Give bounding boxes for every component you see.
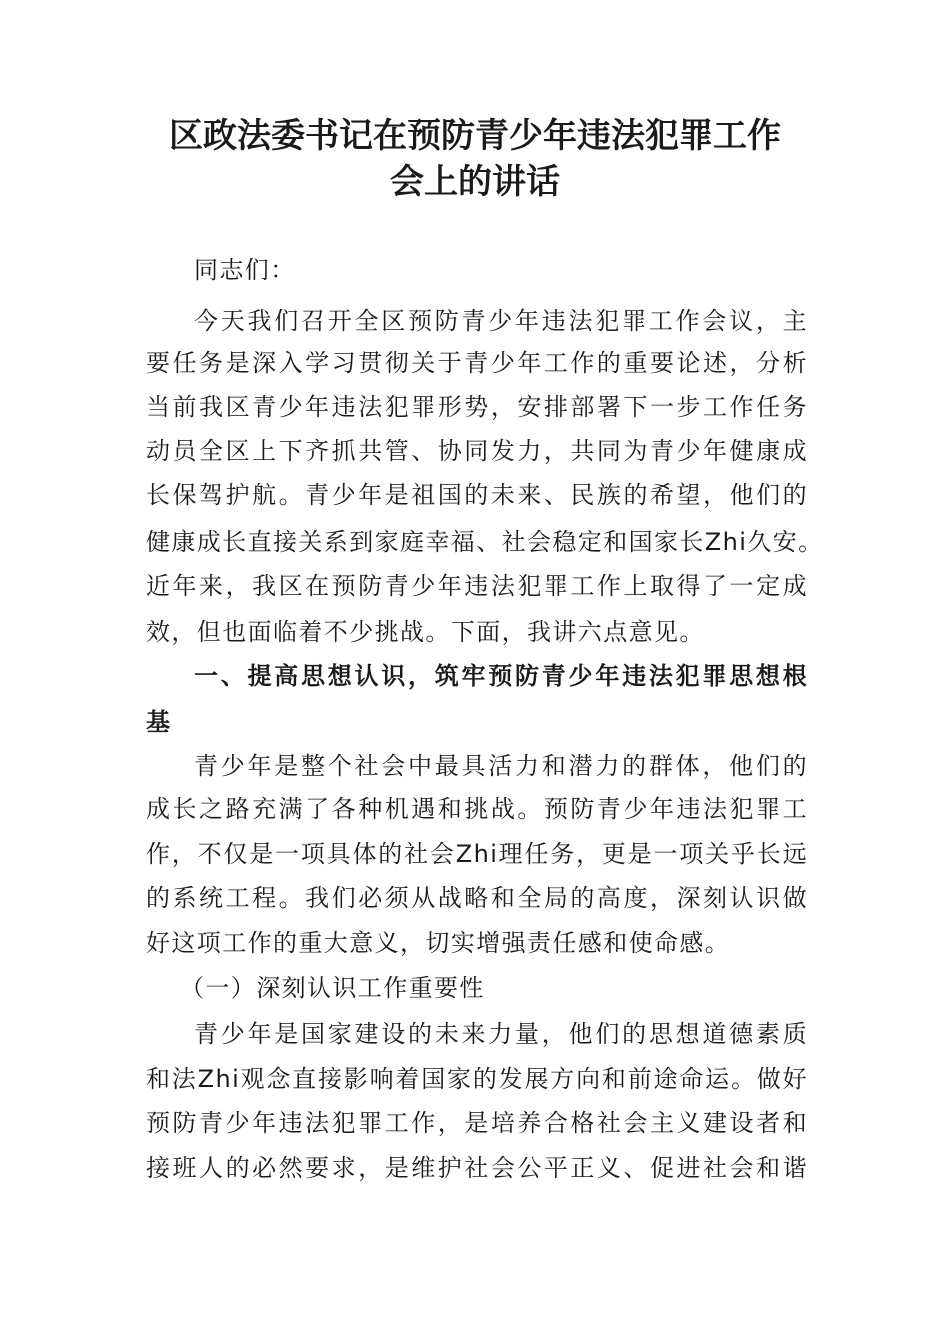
body-line: 接班人的必然要求，是维护社会公平正义、促进社会和谐 xyxy=(146,1154,808,1182)
body-line: 成长之路充满了各种机遇和挑战。预防青少年违法犯罪工 xyxy=(146,795,808,823)
body-line: 的系统工程。我们必须从战略和全局的高度，深刻认识做 xyxy=(146,884,808,912)
document-title-line-2: 会上的讲话 xyxy=(390,162,560,202)
document-title-line-1: 区政法委书记在预防青少年违法犯罪工作 xyxy=(169,116,781,156)
body-line: 近年来，我区在预防青少年违法犯罪工作上取得了一定成 xyxy=(146,572,808,600)
body-line: 要任务是深入学习贯彻关于青少年工作的重要论述，分析 xyxy=(146,349,808,377)
body-line: 动员全区上下齐抓共管、协同发力，共同为青少年健康成 xyxy=(146,437,808,465)
body-line: 效，但也面临着不少挑战。下面，我讲六点意见。 xyxy=(146,618,705,646)
body-line: 长保驾护航。青少年是祖国的未来、民族的希望，他们的 xyxy=(146,481,808,509)
body-line: 今天我们召开全区预防青少年违法犯罪工作会议，主 xyxy=(194,307,808,335)
body-line: 和法Zhi观念直接影响着国家的发展方向和前途命运。做好 xyxy=(146,1065,808,1093)
body-line: 当前我区青少年违法犯罪形势，安排部署下一步工作任务 xyxy=(146,393,808,421)
subsection-heading-1: （一）深刻认识工作重要性 xyxy=(180,974,485,1002)
section-heading-1-cont: 基 xyxy=(146,708,172,736)
body-line: 作，不仅是一项具体的社会Zhi理任务，更是一项关乎长远 xyxy=(146,840,808,868)
salutation: 同志们： xyxy=(194,256,296,284)
body-line: 预防青少年违法犯罪工作，是培养合格社会主义建设者和 xyxy=(146,1109,808,1137)
body-line: 青少年是整个社会中最具活力和潜力的群体，他们的 xyxy=(194,752,808,780)
body-line: 健康成长直接关系到家庭幸福、社会稳定和国家长Zhi久安。 xyxy=(146,528,824,556)
body-line: 好这项工作的重大意义，切实增强责任感和使命感。 xyxy=(146,929,731,957)
section-heading-1: 一、提高思想认识，筑牢预防青少年违法犯罪思想根 xyxy=(194,662,808,690)
body-line: 青少年是国家建设的未来力量，他们的思想道德素质 xyxy=(194,1020,808,1048)
